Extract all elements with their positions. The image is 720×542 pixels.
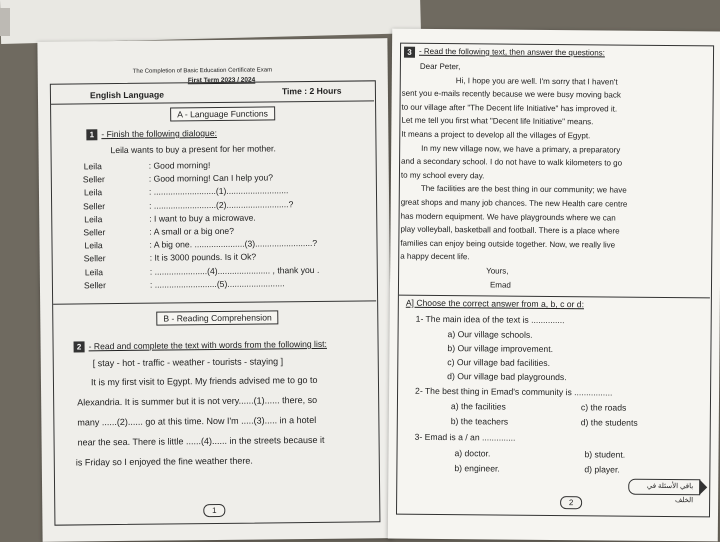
letter-line: to our village after "The Decent life Initiative" has improved it. <box>401 102 618 114</box>
subject-label: English Language <box>89 89 165 101</box>
term-label: First Term 2023 / 2024 <box>187 76 256 85</box>
top-paper-scrap <box>0 0 421 44</box>
dialogue-intro: Leila wants to buy a present for her mother. <box>110 143 276 156</box>
letter-line: Yours, <box>486 266 509 276</box>
section-a-title: A - Language Functions <box>170 106 275 121</box>
page-2-frame <box>396 43 714 518</box>
exam-title-line: The Completion of Basic Education Certificate Exam <box>132 67 273 75</box>
paper-tab <box>0 8 10 36</box>
mcq-option[interactable]: c) Our village bad facilities. <box>447 357 551 368</box>
letter-line: Dear Peter, <box>419 61 461 72</box>
mcq-option[interactable]: a) the facilities <box>450 401 506 412</box>
question-3-number: 3 <box>404 47 415 58</box>
page-number-2: 2 <box>560 496 582 509</box>
dialogue-speaker: Seller <box>83 200 106 211</box>
dialogue-line: : ..........................(2)..........................? <box>149 198 294 211</box>
time-label: Time : 2 Hours <box>281 85 342 97</box>
letter-line: It means a project to develop all the villages of Egypt. <box>401 129 591 141</box>
question-2-number: 2 <box>74 341 85 352</box>
question-1-number: 1 <box>86 129 97 140</box>
dialogue-line: : It is 3000 pounds. Is it Ok? <box>149 251 257 264</box>
question-3-instruction: - Read the following text, then answer the questions: <box>418 46 605 58</box>
page-number-1: 1 <box>203 504 225 517</box>
mcq-option[interactable]: b) the teachers <box>450 416 509 427</box>
dialogue-line: : Good morning! <box>148 160 211 171</box>
dialogue-line: : I want to buy a microwave. <box>149 212 256 224</box>
dialogue-speaker: Seller <box>83 227 106 238</box>
exam-page-2 <box>388 29 720 542</box>
question-1-instruction: - Finish the following dialogue: <box>101 127 218 140</box>
mcq-question: 1- The main idea of the text is .............. <box>415 313 565 326</box>
letter-line: families can enjoy being outside together. Now, we really live <box>400 238 616 250</box>
dialogue-line: : A small or a big one? <box>149 225 234 237</box>
dialogue-speaker: Seller <box>83 253 106 264</box>
passage-line: It is my first visit to Egypt. My friends advised me to go to <box>90 374 318 388</box>
letter-line: Emad <box>489 280 511 290</box>
letter-line: The facilities are the best thing in our community; we have <box>420 184 627 196</box>
dialogue-speaker: Seller <box>82 174 105 185</box>
mcq-option[interactable]: a) doctor. <box>454 448 491 459</box>
mcq-option[interactable]: b) student. <box>584 449 626 460</box>
dialogue-line: : A big one. .....................(3)........................? <box>149 238 318 250</box>
passage-line: near the sea. There is little ......(4)...... in the streets because it <box>77 434 325 448</box>
letter-line: sent you e-mails recently because we were busy moving back <box>401 88 621 100</box>
dialogue-speaker: Leila <box>83 187 103 198</box>
letter-line: has modern equipment. We have playgrounds where we can <box>400 211 616 223</box>
part-a-instruction: A] Choose the correct answer from a, b, c or d: <box>405 297 585 310</box>
letter-line: to my school every day. <box>400 170 485 181</box>
dialogue-line: : ..........................(1).......................... <box>148 185 289 198</box>
dialogue-speaker: Leila <box>84 266 104 277</box>
mcq-option[interactable]: b) engineer. <box>454 463 500 474</box>
continue-arrow <box>628 479 700 505</box>
passage-line: is Friday so I enjoyed the fine weather there. <box>75 455 253 468</box>
mcq-option[interactable]: a) Our village schools. <box>447 329 533 340</box>
letter-line: Hi, I hope you are well. I'm sorry that I haven't <box>455 75 618 87</box>
dialogue-line: : ......................(4)...................... , thank you . <box>149 264 320 277</box>
word-list: [ stay - hot - traffic - weather - tourists - staying ] <box>92 356 284 369</box>
letter-line: a happy decent life. <box>400 252 470 262</box>
mcq-option[interactable]: d) Our village bad playgrounds. <box>447 371 567 383</box>
dialogue-speaker: Leila <box>84 240 103 251</box>
mcq-question: 2- The best thing in Emad's community is ................ <box>415 385 613 398</box>
mcq-option[interactable]: b) Our village improvement. <box>447 343 554 354</box>
letter-line: great shops and many job chances. The new Health care centre <box>400 197 628 209</box>
letter-line: Let me tell you first what "Decent life Initiative" means. <box>401 116 594 127</box>
dialogue-speaker: Leila <box>83 161 102 172</box>
dialogue-speaker: Seller <box>83 279 106 291</box>
continue-note: باقي الأسئلة في الخلف <box>646 482 694 505</box>
dialogue-line: : ..........................(5)........................ <box>149 278 285 290</box>
dialogue-line: : Good morning! Can I help you? <box>148 172 274 184</box>
letter-line: In my new village now, we have a primary, a preparatory <box>421 143 621 155</box>
letter-line: play volleyball, basketball and football. There is a place where <box>400 224 620 236</box>
exam-page-1 <box>37 38 392 542</box>
mcq-question: 3- Emad is a / an .............. <box>414 431 516 443</box>
passage-line: Alexandria. It is summer but it is not very......(1)...... there, so <box>77 394 318 408</box>
mcq-option[interactable]: c) the roads <box>580 402 627 413</box>
mcq-option[interactable]: d) the students <box>580 417 638 428</box>
passage-line: many ......(2)...... go at this time. Now I'm .....(3)..... in a hotel <box>77 414 317 428</box>
section-b-title: B - Reading Comprehension <box>156 310 279 325</box>
mcq-option[interactable]: d) player. <box>584 464 620 475</box>
dialogue-speaker: Leila <box>84 213 103 225</box>
letter-line: and a secondary school. I do not have to walk kilometers to go <box>401 156 623 168</box>
question-2-instruction: - Read and complete the text with words from the following list: <box>88 338 327 352</box>
